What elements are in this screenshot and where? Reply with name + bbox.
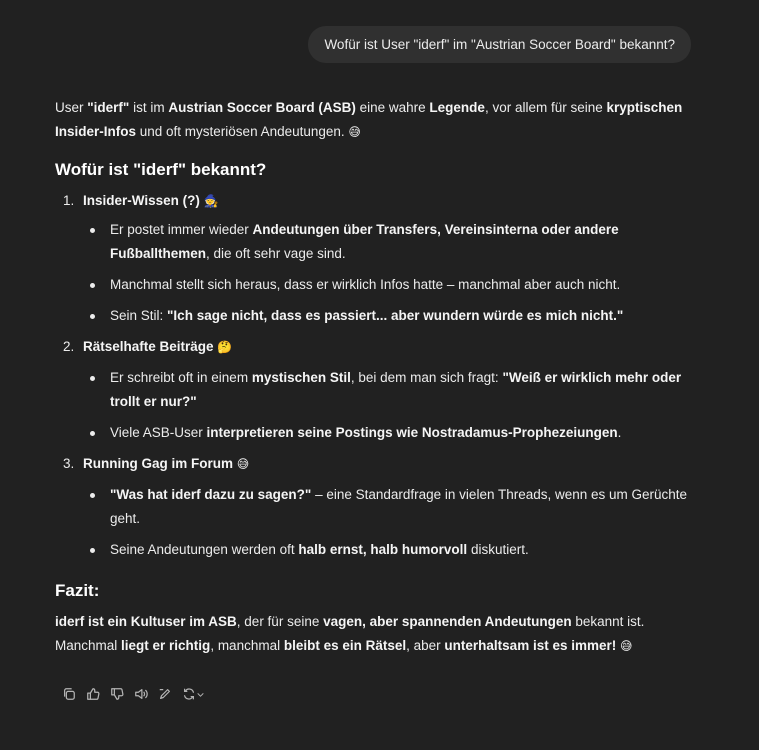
bullet-item <box>55 273 695 297</box>
thumbs-down-button[interactable] <box>105 684 129 704</box>
bullet-item <box>55 538 695 562</box>
intro-text: ist im <box>129 100 169 115</box>
emoji: 😅 <box>620 639 633 653</box>
bullet-item <box>55 483 695 531</box>
emoji: 😅 <box>236 457 250 471</box>
fazit-text: bekannt ist. Manchmal <box>55 614 645 653</box>
chevron-down-icon <box>196 690 205 699</box>
thumbs-up-icon <box>86 687 100 701</box>
bullet-bold: "Was hat iderf dazu zu sagen?" <box>110 487 312 502</box>
intro-text: eine wahre <box>355 100 430 115</box>
intro-text: und oft mysteriösen Andeutungen. <box>136 124 349 139</box>
fazit-text: , der für seine <box>236 614 324 629</box>
bullet-item <box>55 304 695 328</box>
bullet-item <box>55 421 695 445</box>
message-actions-bar <box>57 684 209 704</box>
intro-bold: Austrian Soccer Board (ASB) <box>168 100 356 115</box>
fazit-bold: liegt er richtig <box>121 638 211 653</box>
section-heading: Wofür ist "iderf" bekannt? <box>55 160 267 179</box>
bullet-text: Er schreibt oft in einem <box>110 370 252 385</box>
emoji: 😅 <box>348 125 361 139</box>
list-item-title: Insider-Wissen (?) <box>83 193 200 208</box>
fazit-text: , manchmal <box>210 638 284 653</box>
bullet-text: . <box>617 425 622 440</box>
bullet-item <box>55 218 695 266</box>
intro-text: , vor allem für seine <box>484 100 607 115</box>
user-message-bubble: Wofür ist User "iderf" im "Austrian Soccer Board" bekannt? <box>308 26 691 63</box>
assistant-response <box>55 96 695 658</box>
bullet-text: , bei dem man sich fragt: <box>350 370 503 385</box>
bullet-bold: "Ich sage nicht, dass es passiert... aber wundern würde es mich nicht." <box>167 308 624 323</box>
fazit-bold: unterhaltsam ist es immer! <box>444 638 617 653</box>
emoji: 🤔 <box>217 340 233 354</box>
bullet-bold: interpretieren seine Postings wie Nostradamus-Prophezeiungen <box>206 425 618 440</box>
intro-bold: "iderf" <box>87 100 130 115</box>
bullet-text: , die oft sehr vage sind. <box>206 246 346 261</box>
list-number: 3. <box>63 456 75 471</box>
intro-paragraph <box>55 96 695 144</box>
emoji: 🧙 <box>203 194 219 208</box>
bullet-text: – eine Standardfrage in vielen Threads, wenn es um Gerüchte geht. <box>110 487 688 526</box>
fazit-text: , aber <box>406 638 445 653</box>
fazit-paragraph <box>55 610 695 658</box>
copy-icon <box>62 687 76 701</box>
list-item <box>55 452 695 476</box>
fazit-bold: vagen, aber spannenden Andeutungen <box>323 614 572 629</box>
bullet-text: Seine Andeutungen werden oft <box>110 542 299 557</box>
fazit-bold: bleibt es ein Rätsel <box>283 638 407 653</box>
bullet-bold: halb ernst, halb humorvoll <box>298 542 468 557</box>
read-aloud-button[interactable] <box>129 684 153 704</box>
bullet-item <box>55 366 695 414</box>
list-number: 2. <box>63 339 75 354</box>
intro-text: User <box>55 100 88 115</box>
regenerate-icon <box>182 687 196 701</box>
thumbs-down-icon <box>110 687 124 701</box>
bullet-text: Viele ASB-User <box>110 425 207 440</box>
read-aloud-icon <box>134 687 148 701</box>
edit-button[interactable] <box>153 684 177 704</box>
list-item <box>55 335 695 359</box>
list-item-title: Rätselhafte Beiträge <box>83 339 214 354</box>
regenerate-button[interactable] <box>177 684 209 704</box>
edit-icon <box>158 687 172 701</box>
bullet-bold: Andeutungen über Transfers, Vereinsinterna oder andere Fußballthemen <box>110 222 619 261</box>
bullet-bold: "Weiß er wirklich mehr oder trollt er nur?" <box>110 370 682 409</box>
intro-bold: Legende <box>429 100 485 115</box>
intro-bold: kryptischen Insider-Infos <box>55 100 683 139</box>
list-item-title: Running Gag im Forum <box>83 456 233 471</box>
bullet-bold: mystischen Stil <box>251 370 351 385</box>
thumbs-up-button[interactable] <box>81 684 105 704</box>
bullet-text: Manchmal stellt sich heraus, dass er wirklich Infos hatte – manchmal aber auch nicht. <box>110 277 621 292</box>
list-item <box>55 189 695 213</box>
list-number: 1. <box>63 193 75 208</box>
bullet-text: Sein Stil: <box>110 308 168 323</box>
fazit-bold: iderf ist ein Kultuser im ASB <box>55 614 237 629</box>
copy-button[interactable] <box>57 684 81 704</box>
bullet-text: Er postet immer wieder <box>110 222 253 237</box>
bullet-text: diskutiert. <box>467 542 529 557</box>
fazit-heading: Fazit: <box>55 581 100 600</box>
